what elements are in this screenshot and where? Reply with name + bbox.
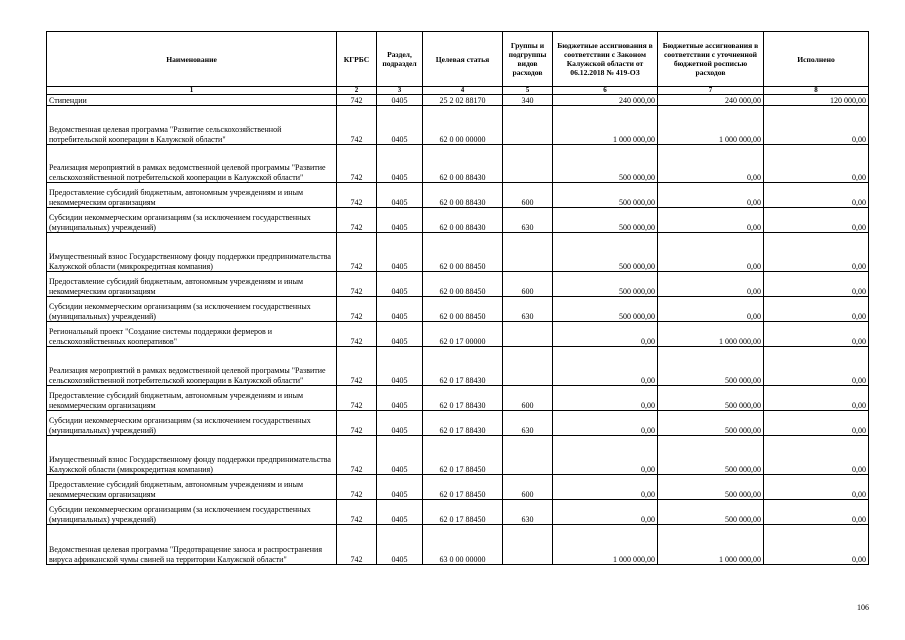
cell-target: 63 0 00 00000 <box>423 525 503 565</box>
cell-target: 25 2 02 88170 <box>423 95 503 106</box>
cell-name: Реализация мероприятий в рамках ведомственной целевой программы "Развитие сельскохозяйственной потребительской кооперации в Калужской области" <box>47 347 337 386</box>
cell-refined-amount: 500 000,00 <box>658 475 764 500</box>
cell-group: 600 <box>503 272 553 297</box>
table-body <box>47 95 869 565</box>
column-number: 5 <box>503 87 553 95</box>
cell-executed-amount: 0,00 <box>764 233 869 272</box>
cell-refined-amount: 0,00 <box>658 297 764 322</box>
cell-executed-amount: 0,00 <box>764 475 869 500</box>
cell-kgrbs: 742 <box>337 322 377 347</box>
cell-refined-amount: 500 000,00 <box>658 386 764 411</box>
cell-target: 62 0 17 88450 <box>423 500 503 525</box>
header-law: Бюджетные ассигнования в соответствии с Законом Калужской области от 06.12.2018 № 419-ОЗ <box>553 32 658 87</box>
cell-kgrbs: 742 <box>337 411 377 436</box>
cell-section: 0405 <box>377 475 423 500</box>
column-number: 1 <box>47 87 337 95</box>
cell-law-amount: 0,00 <box>553 475 658 500</box>
cell-target: 62 0 17 00000 <box>423 322 503 347</box>
cell-group: 600 <box>503 475 553 500</box>
cell-law-amount: 0,00 <box>553 436 658 475</box>
header-group: Группы и подгруппы видов расходов <box>503 32 553 87</box>
cell-group <box>503 233 553 272</box>
cell-kgrbs: 742 <box>337 208 377 233</box>
cell-name: Субсидии некоммерческим организациям (за исключением государственных (муниципальных) учреждений) <box>47 500 337 525</box>
table-row <box>47 145 869 183</box>
cell-group <box>503 106 553 145</box>
cell-kgrbs: 742 <box>337 347 377 386</box>
cell-refined-amount: 500 000,00 <box>658 347 764 386</box>
cell-target: 62 0 00 00000 <box>423 106 503 145</box>
cell-law-amount: 0,00 <box>553 322 658 347</box>
table-row <box>47 95 869 106</box>
cell-kgrbs: 742 <box>337 95 377 106</box>
cell-target: 62 0 00 88430 <box>423 145 503 183</box>
cell-target: 62 0 00 88430 <box>423 208 503 233</box>
table-row <box>47 436 869 475</box>
cell-target: 62 0 17 88450 <box>423 436 503 475</box>
column-number: 7 <box>658 87 764 95</box>
cell-executed-amount: 0,00 <box>764 322 869 347</box>
cell-refined-amount: 0,00 <box>658 208 764 233</box>
column-number: 6 <box>553 87 658 95</box>
cell-executed-amount: 0,00 <box>764 525 869 565</box>
cell-law-amount: 1 000 000,00 <box>553 525 658 565</box>
cell-executed-amount: 0,00 <box>764 436 869 475</box>
cell-section: 0405 <box>377 386 423 411</box>
cell-section: 0405 <box>377 183 423 208</box>
cell-target: 62 0 17 88450 <box>423 475 503 500</box>
cell-executed-amount: 0,00 <box>764 297 869 322</box>
column-number: 4 <box>423 87 503 95</box>
cell-name: Ведомственная целевая программа "Предотвращение заноса и распространения вируса африканской чумы свиней на территории Калужской области" <box>47 525 337 565</box>
cell-law-amount: 0,00 <box>553 411 658 436</box>
cell-kgrbs: 742 <box>337 525 377 565</box>
cell-kgrbs: 742 <box>337 272 377 297</box>
cell-group <box>503 525 553 565</box>
cell-name: Имущественный взнос Государственному фонду поддержки предпринимательства Калужской области (микрокредитная компания) <box>47 233 337 272</box>
cell-section: 0405 <box>377 436 423 475</box>
table-row <box>47 386 869 411</box>
cell-refined-amount: 0,00 <box>658 183 764 208</box>
cell-name: Региональный проект "Создание системы поддержки фермеров и сельскохозяйственных кооперативов" <box>47 322 337 347</box>
cell-target: 62 0 17 88430 <box>423 386 503 411</box>
table-row <box>47 475 869 500</box>
cell-group <box>503 436 553 475</box>
header-name: Наименование <box>47 32 337 87</box>
cell-kgrbs: 742 <box>337 436 377 475</box>
cell-law-amount: 0,00 <box>553 386 658 411</box>
cell-law-amount: 1 000 000,00 <box>553 106 658 145</box>
cell-target: 62 0 17 88430 <box>423 347 503 386</box>
cell-kgrbs: 742 <box>337 106 377 145</box>
cell-group <box>503 322 553 347</box>
cell-name: Субсидии некоммерческим организациям (за исключением государственных (муниципальных) учреждений) <box>47 297 337 322</box>
header-kgrbs: КГРБС <box>337 32 377 87</box>
cell-law-amount: 0,00 <box>553 500 658 525</box>
cell-kgrbs: 742 <box>337 386 377 411</box>
column-number-row <box>47 87 869 95</box>
cell-refined-amount: 1 000 000,00 <box>658 106 764 145</box>
cell-target: 62 0 00 88430 <box>423 183 503 208</box>
header-executed: Исполнено <box>764 32 869 87</box>
cell-name: Субсидии некоммерческим организациям (за исключением государственных (муниципальных) учреждений) <box>47 208 337 233</box>
cell-law-amount: 500 000,00 <box>553 208 658 233</box>
budget-table <box>46 31 869 565</box>
cell-target: 62 0 00 88450 <box>423 297 503 322</box>
header-refined: Бюджетные ассигнования в соответствии с уточненной бюджетной росписью расходов <box>658 32 764 87</box>
cell-executed-amount: 0,00 <box>764 145 869 183</box>
cell-law-amount: 500 000,00 <box>553 145 658 183</box>
cell-executed-amount: 0,00 <box>764 208 869 233</box>
cell-name: Имущественный взнос Государственному фонду поддержки предпринимательства Калужской области (микрокредитная компания) <box>47 436 337 475</box>
cell-group <box>503 145 553 183</box>
table-row <box>47 297 869 322</box>
cell-refined-amount: 500 000,00 <box>658 500 764 525</box>
cell-target: 62 0 17 88430 <box>423 411 503 436</box>
table-row <box>47 411 869 436</box>
column-number: 2 <box>337 87 377 95</box>
table-row <box>47 500 869 525</box>
cell-law-amount: 240 000,00 <box>553 95 658 106</box>
cell-kgrbs: 742 <box>337 475 377 500</box>
cell-name: Реализация мероприятий в рамках ведомственной целевой программы "Развитие сельскохозяйственной потребительской кооперации в Калужской области" <box>47 145 337 183</box>
cell-section: 0405 <box>377 525 423 565</box>
cell-name: Стипендии <box>47 95 337 106</box>
cell-section: 0405 <box>377 347 423 386</box>
cell-kgrbs: 742 <box>337 500 377 525</box>
cell-refined-amount: 1 000 000,00 <box>658 525 764 565</box>
cell-section: 0405 <box>377 322 423 347</box>
table-row <box>47 272 869 297</box>
header-section: Раздел, подраздел <box>377 32 423 87</box>
table-row <box>47 183 869 208</box>
table-row <box>47 322 869 347</box>
header-row <box>47 32 869 87</box>
table-row <box>47 525 869 565</box>
header-target: Целевая статья <box>423 32 503 87</box>
cell-executed-amount: 120 000,00 <box>764 95 869 106</box>
table-row <box>47 233 869 272</box>
cell-group: 600 <box>503 386 553 411</box>
cell-section: 0405 <box>377 106 423 145</box>
cell-name: Предоставление субсидий бюджетным, автономным учреждениям и иным некоммерческим организациям <box>47 475 337 500</box>
cell-refined-amount: 0,00 <box>658 272 764 297</box>
cell-executed-amount: 0,00 <box>764 106 869 145</box>
column-number: 8 <box>764 87 869 95</box>
cell-section: 0405 <box>377 411 423 436</box>
cell-section: 0405 <box>377 500 423 525</box>
cell-refined-amount: 1 000 000,00 <box>658 322 764 347</box>
cell-group: 630 <box>503 500 553 525</box>
cell-section: 0405 <box>377 145 423 183</box>
table-row <box>47 208 869 233</box>
cell-name: Субсидии некоммерческим организациям (за исключением государственных (муниципальных) учреждений) <box>47 411 337 436</box>
cell-section: 0405 <box>377 272 423 297</box>
cell-group: 630 <box>503 411 553 436</box>
cell-law-amount: 0,00 <box>553 347 658 386</box>
cell-refined-amount: 500 000,00 <box>658 436 764 475</box>
cell-kgrbs: 742 <box>337 297 377 322</box>
cell-name: Ведомственная целевая программа "Развитие сельскохозяйственной потребительской кооперации в Калужской области" <box>47 106 337 145</box>
cell-section: 0405 <box>377 233 423 272</box>
cell-name: Предоставление субсидий бюджетным, автономным учреждениям и иным некоммерческим организациям <box>47 183 337 208</box>
cell-refined-amount: 500 000,00 <box>658 411 764 436</box>
cell-executed-amount: 0,00 <box>764 500 869 525</box>
cell-executed-amount: 0,00 <box>764 347 869 386</box>
column-number: 3 <box>377 87 423 95</box>
cell-refined-amount: 240 000,00 <box>658 95 764 106</box>
cell-target: 62 0 00 88450 <box>423 272 503 297</box>
cell-kgrbs: 742 <box>337 233 377 272</box>
cell-group: 630 <box>503 208 553 233</box>
cell-group: 630 <box>503 297 553 322</box>
cell-group: 600 <box>503 183 553 208</box>
cell-section: 0405 <box>377 95 423 106</box>
cell-name: Предоставление субсидий бюджетным, автономным учреждениям и иным некоммерческим организациям <box>47 272 337 297</box>
cell-executed-amount: 0,00 <box>764 411 869 436</box>
page-number: 106 <box>857 603 869 612</box>
cell-group: 340 <box>503 95 553 106</box>
cell-section: 0405 <box>377 297 423 322</box>
cell-executed-amount: 0,00 <box>764 386 869 411</box>
table-row <box>47 106 869 145</box>
cell-section: 0405 <box>377 208 423 233</box>
cell-law-amount: 500 000,00 <box>553 183 658 208</box>
cell-refined-amount: 0,00 <box>658 233 764 272</box>
cell-executed-amount: 0,00 <box>764 183 869 208</box>
cell-law-amount: 500 000,00 <box>553 272 658 297</box>
cell-executed-amount: 0,00 <box>764 272 869 297</box>
cell-refined-amount: 0,00 <box>658 145 764 183</box>
cell-law-amount: 500 000,00 <box>553 297 658 322</box>
table-row <box>47 347 869 386</box>
cell-group <box>503 347 553 386</box>
cell-name: Предоставление субсидий бюджетным, автономным учреждениям и иным некоммерческим организациям <box>47 386 337 411</box>
cell-kgrbs: 742 <box>337 183 377 208</box>
cell-law-amount: 500 000,00 <box>553 233 658 272</box>
cell-kgrbs: 742 <box>337 145 377 183</box>
cell-target: 62 0 00 88450 <box>423 233 503 272</box>
